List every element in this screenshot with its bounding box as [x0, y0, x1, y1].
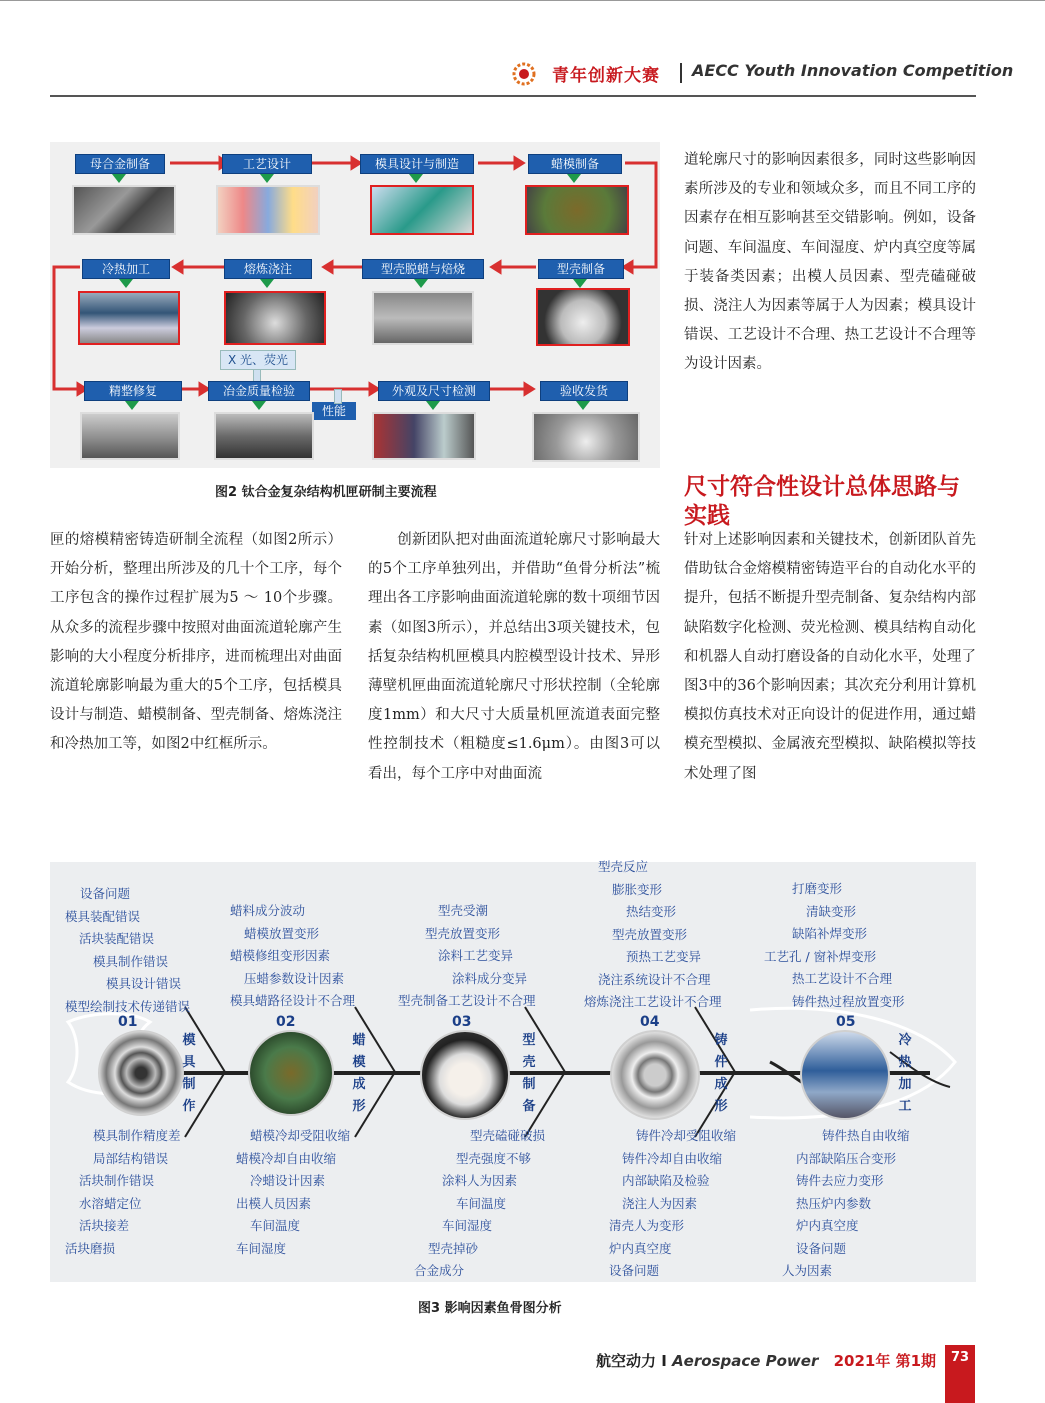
- fig2-step-melting: 熔炼浇注: [224, 259, 312, 279]
- step-name-wax: 蜡 模 成 形: [352, 1033, 366, 1114]
- factor: 浇注人为因素: [622, 1195, 698, 1211]
- paragraph: 针对上述影响因素和关键技术，创新团队首先借助钛合金熔模精密铸造平台的自动化水平的提升，包括不断提升型壳制备、复杂结构内部缺陷数字化检测、荧光检测、模具结构自动化和机器人自动打磨设备的自动化水平，处理了图3中的36个影响因素；其次充分利用计算机模拟仿真技术对正向设计的促进作用，通过蜡模充型模拟、金属液充型模拟、缺陷模拟等技术处理了图: [684, 532, 976, 782]
- factor: 冷蜡设计因素: [250, 1173, 326, 1188]
- down-arrow-icon: [252, 401, 266, 410]
- figure-2-caption: 图2 钛合金复杂结构机匣研制主要流程: [215, 485, 437, 500]
- competition-logo-icon: [512, 62, 536, 86]
- factor: 车间湿度: [442, 1218, 493, 1233]
- step-photo-wax: [248, 1030, 334, 1116]
- factor: 涂料成分变异: [452, 970, 528, 986]
- down-arrow-icon: [576, 401, 590, 410]
- factor: 模具装配错误: [65, 908, 141, 924]
- factor: 型壳放置变形: [425, 925, 501, 941]
- fig2-step-delivery: 验收发货: [540, 381, 628, 401]
- body-column-2: [368, 526, 660, 789]
- step-number: 03: [452, 1014, 472, 1030]
- fig2-step-process-design: 工艺设计: [222, 154, 312, 174]
- factor: 内部缺陷压合变形: [796, 1150, 897, 1166]
- photo-metallurgy: [214, 412, 314, 460]
- factor: 水溶蜡定位: [79, 1195, 142, 1211]
- factor: 热压炉内参数: [796, 1195, 872, 1211]
- factor: 局部结构错误: [93, 1150, 169, 1166]
- body-column-1: [50, 526, 342, 760]
- factor: 模具蜡路径设计不合理: [230, 993, 356, 1008]
- fig2-step-alloy: 母合金制备: [75, 154, 165, 174]
- factor-group-04-top: [584, 856, 744, 1014]
- paragraph: 创新团队把对曲面流道轮廓尺寸影响最大的5个工序单独列出，并借助“鱼骨分析法”梳理出各工序影响曲面流道轮廓的数十项细节因素（如图3所示），并总结出3项关键技术，包括复杂结构机匣模具内腔模型设计技术、异形薄壁机匣曲面流道轮廓尺寸形状控制（全轮廓度1mm）和大尺寸大质量机匣流道表面完整性控制技术（粗糙度≤1.6μm）。由图3可以看出，每个工序中对曲面流: [368, 532, 660, 782]
- factor-group-01-bottom: [60, 1125, 230, 1260]
- factor: 预热工艺变异: [626, 949, 702, 964]
- fig2-step-metallurgy: 冶金质量检验: [208, 381, 310, 401]
- factor-group-05-top: [764, 878, 944, 1013]
- step-name-casting: 铸 件 成 形: [714, 1033, 728, 1114]
- factor: 内部缺陷及检验: [622, 1173, 710, 1188]
- factor: 型壳受潮: [438, 903, 489, 918]
- factor: 车间湿度: [236, 1240, 287, 1256]
- factor: 型壳制备工艺设计不合理: [398, 993, 536, 1008]
- factor: 出模人员因素: [236, 1195, 312, 1211]
- factor: 活块磨损: [65, 1240, 116, 1256]
- down-arrow-icon: [125, 401, 139, 410]
- factor-group-03-top: [398, 900, 558, 1013]
- step-number: 01: [118, 1014, 138, 1030]
- factor: 涂料人为因素: [442, 1173, 518, 1188]
- factor: 蜡模冷却自由收缩: [236, 1150, 337, 1166]
- fig2-perf-label: 性能: [312, 402, 356, 420]
- factor: 膨胀变形: [612, 881, 663, 897]
- header-rule: [50, 95, 976, 97]
- down-arrow-icon: [426, 401, 440, 410]
- photo-simulation: [216, 185, 320, 235]
- down-arrow-icon: [260, 279, 274, 288]
- step-photo-mold: [98, 1030, 184, 1116]
- factor: 型壳放置变形: [612, 926, 688, 942]
- factor: 模具制作精度差: [93, 1128, 181, 1143]
- photo-melting: [224, 291, 326, 345]
- factor: 清壳人为变形: [609, 1218, 685, 1233]
- section-title: 尺寸符合性设计总体思路与实践: [684, 474, 960, 529]
- factor: 人为因素: [782, 1263, 833, 1278]
- factor: 蜡模冷却受阻收缩: [250, 1128, 351, 1143]
- header-divider: [680, 63, 682, 83]
- factor: 热工艺设计不合理: [792, 971, 893, 986]
- down-arrow-icon: [112, 174, 126, 183]
- footer-journal: [596, 1350, 936, 1371]
- factor: 活块制作错误: [79, 1173, 155, 1188]
- factor: 打磨变形: [792, 881, 843, 896]
- page-number: 73: [950, 1350, 970, 1365]
- step-photo-machining: [800, 1030, 890, 1120]
- factor-group-01-top: [60, 883, 230, 1018]
- fig2-step-dewax: 型壳脱蜡与焙烧: [362, 259, 484, 279]
- fig2-perf-connector: [334, 389, 342, 404]
- photo-shell: [536, 288, 630, 346]
- factor: 工艺孔 / 窗补焊变形: [764, 948, 877, 964]
- photo-delivery: [532, 412, 640, 462]
- step-number: 04: [640, 1014, 660, 1030]
- factor: 铸件去应力变形: [796, 1173, 884, 1188]
- step-photo-casting: [610, 1030, 700, 1120]
- fig2-xray-label: X 光、荧光: [220, 350, 296, 370]
- factor: 活块接差: [79, 1218, 130, 1233]
- photo-dimension: [372, 412, 476, 460]
- photo-dewax: [372, 291, 474, 345]
- factor: 型壳反应: [598, 859, 649, 874]
- factor: 模具制作错误: [93, 953, 169, 969]
- down-arrow-icon: [409, 174, 423, 183]
- photo-mold: [370, 185, 474, 235]
- factor: 设备问题: [80, 886, 131, 901]
- down-arrow-icon: [567, 174, 581, 183]
- factor: 涂料工艺变异: [438, 948, 514, 963]
- factor: 炉内真空度: [796, 1218, 859, 1233]
- step-number: 05: [836, 1014, 856, 1030]
- figure-3-caption: 图3 影响因素鱼骨图分析: [418, 1301, 562, 1316]
- fig2-step-mold: 模具设计与制造: [360, 154, 474, 174]
- paragraph: 道轮廓尺寸的影响因素很多，同时这些影响因素所涉及的专业和领域众多，而且不同工序的因素存在相互影响甚至交错影响。例如，设备问题、车间温度、车间湿度、炉内真空度等属于装备类因素；出模人员因素、型壳磕碰破损、浇注人为因素等属于人为因素；模具设计错误、工艺设计不合理、热工艺设计不合理等为设计因素。: [684, 152, 976, 373]
- down-arrow-icon: [260, 174, 274, 183]
- factor: 铸件热自由收缩: [822, 1128, 910, 1143]
- factor: 清缺变形: [806, 903, 857, 919]
- body-column-3-top: [684, 146, 976, 380]
- factor: 熔炼浇注工艺设计不合理: [584, 994, 722, 1009]
- factor: 铸件热过程放置变形: [792, 993, 905, 1009]
- factor-group-02-top: [230, 900, 380, 1013]
- factor: 铸件冷却自由收缩: [622, 1150, 723, 1166]
- factor: 模型绘制技术传递错误: [65, 998, 191, 1014]
- factor: 热结变形: [626, 904, 677, 919]
- factor: 设备问题: [796, 1240, 847, 1256]
- fig2-step-shell: 型壳制备: [538, 259, 624, 279]
- factor: 铸件冷却受阻收缩: [636, 1128, 737, 1143]
- factor: 蜡模修组变形因素: [230, 948, 331, 963]
- fig2-step-finishing: 精整修复: [84, 381, 182, 401]
- factor: 模具设计错误: [106, 976, 182, 991]
- step-name-shell: 型 壳 制 备: [522, 1033, 536, 1114]
- journal-issue: 2021年 第1期: [833, 1352, 937, 1370]
- factor: 型壳磕碰破损: [470, 1128, 546, 1143]
- factor: 蜡料成分波动: [230, 903, 306, 918]
- photo-machining: [78, 291, 180, 345]
- factor-group-04-bottom: [606, 1125, 766, 1283]
- photo-wax-pattern: [525, 185, 629, 235]
- factor: 设备问题: [609, 1263, 660, 1278]
- factor: 型壳强度不够: [456, 1150, 532, 1166]
- step-name-mold: 模 具 制 作: [182, 1033, 196, 1114]
- factor: 缺陷补焊变形: [792, 926, 868, 941]
- header-title-cn: 青年创新大赛: [552, 66, 660, 86]
- journal-name-en: Aerospace Power: [672, 1352, 819, 1370]
- step-name-machining: 冷 热 加 工: [898, 1033, 912, 1114]
- factor-group-05-bottom: [782, 1125, 952, 1283]
- header-title-en: AECC Youth Innovation Competition: [692, 61, 1014, 80]
- journal-name-cn: 航空动力: [596, 1352, 657, 1370]
- factor: 合金成分: [414, 1263, 465, 1278]
- body-column-3-bottom: [684, 526, 976, 789]
- factor: 车间温度: [456, 1195, 507, 1211]
- down-arrow-icon: [414, 279, 428, 288]
- fig2-step-wax: 蜡模制备: [528, 154, 622, 174]
- factor: 型壳掉砂: [428, 1240, 479, 1256]
- photo-alloy-bars: [72, 185, 176, 235]
- paragraph: 匣的熔模精密铸造研制全流程（如图2所示）开始分析，整理出所涉及的几十个工序，每个工序包含的操作过程扩展为5 ～ 10个步骤。从众多的流程步骤中按照对曲面流道轮廓产生影响的大小程度分析排序，进而梳理出对曲面流道轮廓影响最为重大的5个工序，包括模具设计与制造、蜡模制备、型壳制备、熔炼浇注和冷热加工等，如图2中红框所示。: [50, 532, 342, 753]
- factor: 活块装配错误: [79, 931, 155, 946]
- step-photo-shell: [420, 1030, 510, 1120]
- step-number: 02: [276, 1014, 296, 1030]
- factor: 压蜡参数设计因素: [244, 970, 345, 986]
- fig2-step-machining: 冷热加工: [82, 259, 170, 279]
- factor-group-03-bottom: [414, 1125, 564, 1283]
- factor: 蜡模放置变形: [244, 925, 320, 941]
- photo-finishing: [80, 412, 180, 460]
- down-arrow-icon: [573, 279, 587, 288]
- journal-separator: I: [661, 1352, 667, 1370]
- fig2-step-dimension: 外观及尺寸检测: [378, 381, 490, 401]
- down-arrow-icon: [119, 279, 133, 288]
- top-rule: [0, 0, 1045, 1]
- factor: 车间温度: [250, 1218, 301, 1233]
- factor: 浇注系统设计不合理: [598, 971, 711, 987]
- factor: 炉内真空度: [609, 1240, 672, 1256]
- factor-group-02-bottom: [236, 1125, 386, 1260]
